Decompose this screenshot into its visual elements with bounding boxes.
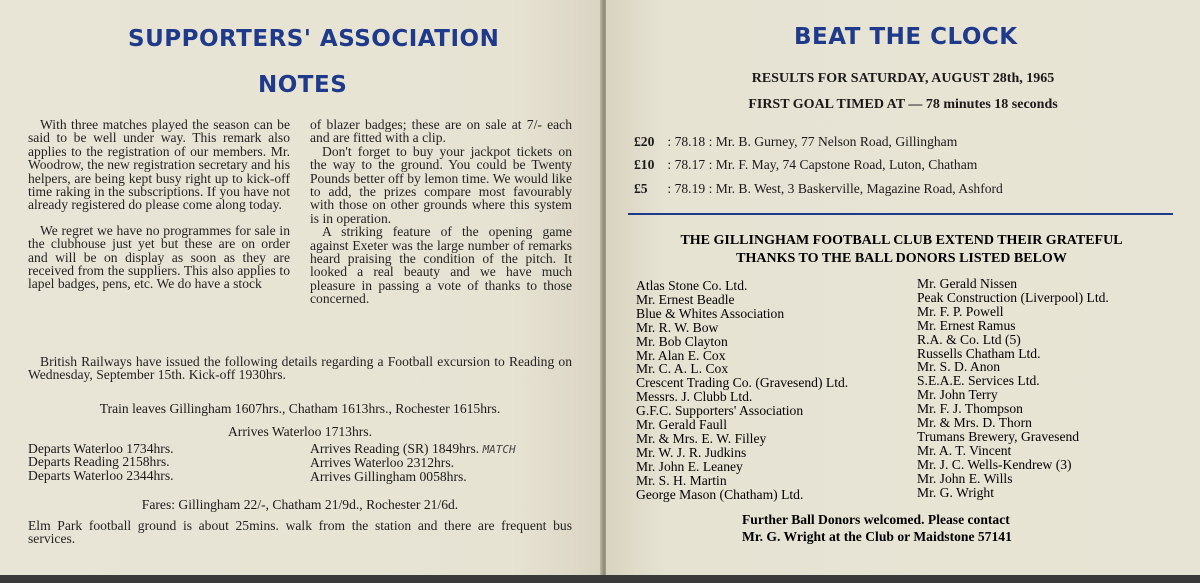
schedule-arrivals [310, 442, 516, 483]
notes-column-2 [310, 118, 572, 306]
schedule-row: Departs Reading 2158hrs. [28, 454, 170, 470]
prize-winner: Mr. B. Gurney, 77 Nelson Road, Gillingham [715, 134, 958, 149]
donor-item: Peak Construction (Liverpool) Ltd. [917, 289, 1109, 305]
prize-row: £5 : 78.19 : Mr. B. West, 3 Baskerville, Magazine Road, Ashford [634, 181, 1003, 196]
donor-item: Mr. J. C. Wells-Kendrew (3) [917, 456, 1072, 472]
donor-item: Mr. Gerald Nissen [917, 276, 1018, 291]
prize-row: £20 : 78.18 : Mr. B. Gurney, 77 Nelson Road, Gillingham [634, 134, 958, 149]
notes-paragraph: Don't forget to buy your jackpot tickets on the way to the ground. You could be Twenty Pounds better off by lemon time. We would like to add, the prizes compare most favourably with those on other grounds where this system is in operation. [310, 143, 572, 226]
donor-item: Mr. S. D. Anon [917, 359, 1001, 375]
notes-paragraph: A striking feature of the opening game against Exeter was the large number of remarks heard praising the condition of the pitch. It looked a real beauty and we have much pleasure in passing a vote of thanks to those concerned. [310, 224, 572, 307]
donor-item: Mr. Ernest Beadle [636, 291, 735, 307]
railways-paragraph [28, 355, 572, 382]
donor-item: Blue & Whites Association [636, 305, 785, 321]
notes-paragraph: With three matches played the season can be said to be well under way. This remark also applies to the registration of our members. Mr. Woodrow, the new registration secretary and his helpers, are being kept busy right up to kick-off time raking in the subscriptions. If you have not already registered do please come along today. [28, 117, 290, 213]
prize-time: 78.19 [674, 181, 706, 196]
donor-item: Mr. W. J. R. Judkins [636, 444, 747, 460]
results-heading: RESULTS FOR SATURDAY, AUGUST 28th, 1965 [751, 71, 1055, 86]
arrives-waterloo-line: Arrives Waterloo 1713hrs. [227, 424, 372, 439]
donor-item: Mr. Gerald Faull [636, 417, 727, 433]
prize-amount: £10 [634, 157, 655, 172]
page-title-supporters: SUPPORTERS' ASSOCIATION [128, 26, 500, 52]
prize-winner: Mr. B. West, 3 Baskerville, Magazine Road, Ashford [715, 181, 1003, 196]
schedule-row: Arrives Waterloo 2312hrs. [310, 455, 455, 471]
donor-item: Trumans Brewery, Gravesend [917, 428, 1080, 444]
donor-item: Crescent Trading Co. (Gravesend) Ltd. [636, 375, 849, 391]
page-title-notes: NOTES [258, 72, 348, 98]
prize-time: 78.18 [674, 134, 706, 149]
page-title-beat-the-clock: BEAT THE CLOCK [794, 24, 1018, 50]
donor-item: Messrs. J. Clubb Ltd. [636, 389, 753, 405]
first-goal-heading: FIRST GOAL TIMED AT — 78 minutes 18 seconds [748, 97, 1058, 112]
donor-item: Mr. Bob Clayton [636, 333, 728, 349]
donor-item: George Mason (Chatham) Ltd. [636, 486, 804, 502]
donor-item: G.F.C. Supporters' Association [636, 403, 804, 419]
schedule-row: Arrives Gillingham 0058hrs. [310, 468, 467, 484]
left-page [0, 0, 602, 575]
thanks-heading-line2: THANKS TO THE BALL DONORS LISTED BELOW [736, 251, 1067, 266]
donor-item: Mr. Alan E. Cox [636, 347, 726, 363]
fares-line: Fares: Gillingham 22/-, Chatham 21/9d., Rochester 21/6d. [141, 497, 459, 512]
elm-park-text: Elm Park football ground is about 25mins. walk from the station and there are frequent bus services. [28, 518, 572, 547]
notes-paragraph: We regret we have no programmes for sale in the clubhouse just yet but these are on order and will be on display as soon as they are received from the suppliers. This also applies to lapel badges, pens, etc. We do have a stock [28, 222, 290, 292]
prize-time: 78.17 [674, 157, 706, 172]
donor-item: Mr. F. J. Thompson [917, 401, 1023, 417]
prize-row: £10 : 78.17 : Mr. F. May, 74 Capstone Road, Luton, Chatham [634, 157, 978, 172]
footer-line1: Further Ball Donors welcomed. Please contact [742, 512, 1010, 527]
prize-amount: £20 [634, 134, 655, 149]
donor-item: Mr. C. A. L. Cox [636, 361, 729, 377]
thanks-heading-line1: THE GILLINGHAM FOOTBALL CLUB EXTEND THEIR GRATEFUL [680, 233, 1123, 248]
bottom-edge [0, 575, 1200, 583]
notes-column-1 [28, 118, 290, 291]
notes-paragraph: of blazer badges; these are on sale at 7/- each and are fitted with a clip. [310, 117, 572, 146]
schedule-row [310, 442, 516, 456]
donor-item: Mr. R. W. Bow [636, 319, 719, 335]
donor-item: Mr. Ernest Ramus [917, 317, 1016, 333]
donor-item: Mr. John E. Leaney [636, 458, 743, 474]
schedule-departures [28, 442, 174, 482]
donor-item: Mr. & Mrs. D. Thorn [917, 415, 1032, 431]
donor-item: Russells Chatham Ltd. [917, 345, 1041, 361]
donor-item: Atlas Stone Co. Ltd. [636, 278, 748, 293]
schedule-arrival-text: Arrives Reading (SR) 1849hrs. [310, 441, 480, 456]
donor-item: Mr. John E. Wills [917, 470, 1013, 486]
schedule-row: Departs Waterloo 1734hrs. [28, 441, 174, 456]
railways-text: British Railways have issued the following details regarding a Football excursion to Reading on Wednesday, September 15th. Kick-off 1930hrs. [28, 354, 572, 383]
section-divider [628, 213, 1173, 215]
donors-list-right [917, 277, 1109, 500]
donor-item: Mr. & Mrs. E. W. Filley [636, 430, 767, 446]
donor-item: Mr. A. T. Vincent [917, 442, 1012, 458]
prize-amount: £5 [634, 181, 648, 196]
donor-item: Mr. John Terry [917, 387, 998, 403]
donor-item: Mr. S. H. Martin [636, 472, 727, 488]
donor-item: Mr. F. P. Powell [917, 303, 1004, 319]
elm-park-paragraph [28, 519, 572, 546]
donor-item: R.A. & Co. Ltd (5) [917, 331, 1021, 347]
donor-item: S.E.A.E. Services Ltd. [917, 373, 1040, 389]
handwritten-note: MATCH [482, 443, 516, 456]
footer-line2: Mr. G. Wright at the Club or Maidstone 57141 [742, 529, 1012, 544]
donors-list-left [636, 279, 848, 502]
prize-winner: Mr. F. May, 74 Capstone Road, Luton, Chatham [715, 157, 978, 172]
train-leaves-line: Train leaves Gillingham 1607hrs., Chatham 1613hrs., Rochester 1615hrs. [99, 401, 501, 416]
donor-item: Mr. G. Wright [917, 484, 994, 500]
schedule-row: Departs Waterloo 2344hrs. [28, 467, 174, 483]
